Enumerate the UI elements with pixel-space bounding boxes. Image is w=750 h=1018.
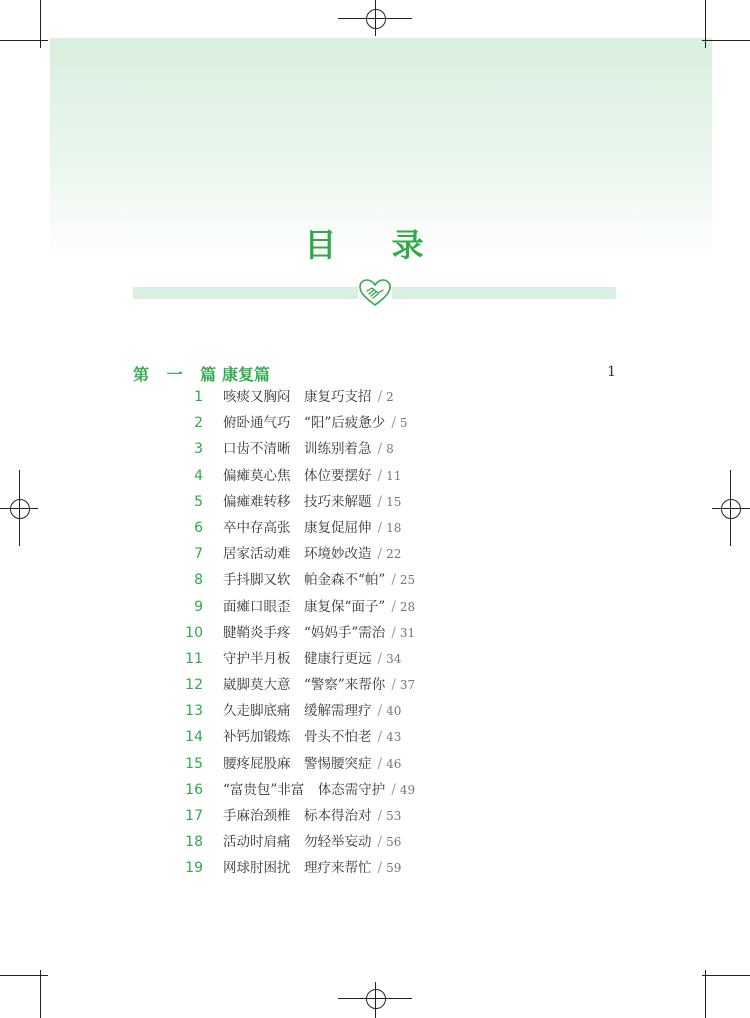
entry-separator: / [377,703,383,720]
entry-page-number: 31 [399,625,416,640]
entry-title-text: “富贵包”非富 体态需守护 [223,781,386,798]
entry-number: 13 [185,703,203,720]
toc-entry[interactable] [133,597,616,623]
entry-title-text: 俯卧通气巧 “阳”后疲惫少 [223,415,386,432]
entry-number: 1 [194,389,203,405]
entry-separator: / [391,624,396,641]
entry-title [223,754,401,774]
entry-number: 11 [185,650,203,667]
entry-separator: / [391,598,396,615]
crop-mark [40,970,41,1018]
entry-number: 10 [185,624,203,641]
toc-entry[interactable] [133,466,616,492]
entry-number: 15 [185,755,203,772]
entry-number: 3 [194,441,203,458]
entry-number: 5 [194,493,203,510]
entry-separator: / [377,467,383,484]
entry-title-text: 腰疼屁股麻 警惕腰突症 [223,755,372,772]
registration-circle [366,9,386,29]
entry-number: 16 [185,781,203,798]
section-name: 康复篇 [222,365,271,384]
crop-mark [705,970,706,1018]
entry-title-text: 崴脚莫大意 “警察”来帮你 [223,677,386,694]
section-heading [133,362,616,384]
crop-mark [0,975,48,976]
toc-entry[interactable] [133,570,616,596]
entry-title [223,439,394,459]
entry-page-number: 59 [386,861,402,876]
entry-title-text: 居家活动难 环境妙改造 [223,546,372,563]
entry-title-text: 卒中存高张 康复促屈伸 [223,519,372,536]
registration-circle [10,499,30,519]
entry-page-number: 53 [386,809,402,823]
entry-title-text: 口齿不清晰 训练别着急 [223,441,372,458]
entry-title [223,466,401,486]
entry-title [223,727,401,747]
entry-title [223,544,401,564]
entry-number: 4 [194,467,203,484]
entry-page-number: 43 [386,730,402,745]
entry-separator: / [377,519,383,536]
entry-page-number: 5 [399,416,408,431]
entry-title [223,387,394,407]
entry-page-number: 56 [386,835,402,850]
toc-entry[interactable] [133,439,616,465]
entry-separator: / [377,834,383,851]
entry-title [223,492,401,512]
entry-title [223,518,401,538]
entry-title-text: 活动时肩痛 勿轻举妄动 [223,834,372,851]
toc-entry[interactable] [133,701,616,727]
entry-title-text: 腱鞘炎手疼 “妈妈手”需治 [223,624,386,641]
entry-number: 14 [185,729,203,746]
entry-title-text: 守护半月板 健康行更远 [223,650,372,667]
toc-entry[interactable] [133,518,616,544]
toc-entry[interactable] [133,858,616,884]
entry-number: 17 [185,808,203,824]
entry-title-text: 面瘫口眼歪 康复保“面子” [223,598,386,615]
toc-list [133,387,616,885]
toc-entry[interactable] [133,413,616,439]
toc-entry[interactable] [133,492,616,518]
page-title: 目 录 [304,226,446,264]
crop-mark [702,975,750,976]
entry-title [223,597,415,617]
toc-entry[interactable] [133,832,616,858]
entry-separator: / [377,729,383,746]
entry-separator: / [377,860,383,877]
entry-page-number: 46 [386,756,402,771]
entry-number: 6 [194,519,203,536]
entry-number: 2 [194,415,203,432]
entry-page-number: 28 [399,599,416,614]
toc-entry[interactable] [133,675,616,701]
entry-number: 8 [194,572,203,589]
entry-title [223,623,415,643]
entry-number: 12 [185,677,203,694]
toc-entry[interactable] [133,754,616,780]
crop-mark [702,40,750,41]
entry-title-text: 网球肘困扰 理疗来帮忙 [223,860,372,877]
entry-page-number: 18 [386,520,402,535]
toc-entry[interactable] [133,623,616,649]
entry-separator: / [391,415,396,432]
entry-title-text: 偏瘫难转移 技巧来解题 [223,493,372,510]
entry-number: 7 [194,546,203,563]
entry-title-text: 久走脚底痛 缓解需理疗 [223,703,372,720]
entry-separator: / [377,650,383,667]
entry-page-number: 8 [386,442,394,457]
crop-mark [0,40,48,41]
heart-handshake-icon [358,278,392,308]
toc-entry[interactable] [133,780,616,806]
entry-title [223,780,415,800]
entry-separator: / [377,493,383,510]
section-page-number: 1 [607,364,616,380]
entry-separator: / [391,677,396,694]
entry-number: 18 [185,834,203,851]
entry-title [223,675,415,695]
section-label: 第 一 篇 [133,365,223,384]
entry-page-number: 37 [399,678,416,693]
registration-circle [366,989,386,1009]
entry-page-number: 15 [386,494,402,509]
entry-title [223,413,408,433]
entry-page-number: 40 [386,704,402,719]
entry-page-number: 22 [386,547,402,562]
entry-title [223,806,401,826]
toc-entry[interactable] [133,806,616,832]
entry-separator: / [377,755,383,772]
toc-entry[interactable] [133,544,616,570]
entry-title [223,701,401,721]
entry-title-text: 手抖脚又软 帕金森不“帕” [223,572,386,589]
entry-title [223,570,415,590]
entry-page-number: 11 [386,468,402,483]
toc-entry[interactable] [133,727,616,753]
registration-circle [721,499,741,519]
entry-page-number: 34 [386,651,402,666]
entry-number: 9 [194,598,203,615]
entry-title-text: 咳痰又胸闷 康复巧支招 [223,389,372,405]
entry-title [223,649,401,669]
toc-entry[interactable] [133,649,616,675]
entry-separator: / [377,808,383,824]
entry-title-text: 手麻治颈椎 标本得治对 [223,808,372,824]
entry-title-text: 补钙加锻炼 骨头不怕老 [223,729,372,746]
entry-page-number: 49 [399,782,416,797]
entry-separator: / [377,546,383,563]
toc-entry[interactable] [133,387,616,413]
entry-separator: / [377,441,383,458]
entry-number: 19 [185,860,203,877]
entry-title [223,832,401,852]
entry-separator: / [391,781,396,798]
entry-title [223,858,401,878]
entry-title-text: 偏瘫莫心焦 体位要摆好 [223,467,372,484]
entry-separator: / [377,389,383,405]
entry-separator: / [391,572,396,589]
entry-page-number: 25 [399,573,416,588]
entry-page-number: 2 [386,390,394,404]
